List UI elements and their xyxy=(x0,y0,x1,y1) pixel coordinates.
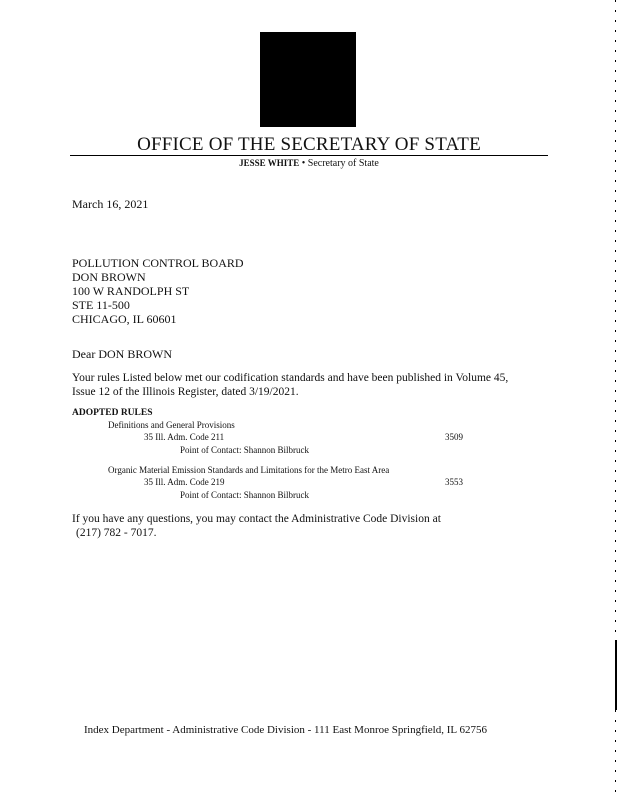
closing-line: If you have any questions, you may contact the Administrative Code Division at xyxy=(72,513,441,525)
body-line: Your rules Listed below met our codification standards and have been published in Volume 45, xyxy=(72,372,509,384)
recipient-line: POLLUTION CONTROL BOARD xyxy=(72,256,244,270)
rule-title: Organic Material Emission Standards and Limitations for the Metro East Area xyxy=(108,465,390,475)
office-title: OFFICE OF THE SECRETARY OF STATE xyxy=(137,134,481,155)
recipient-line: DON BROWN xyxy=(72,270,146,284)
secretary-role: Secretary of State xyxy=(307,158,379,169)
body-line: Issue 12 of the Illinois Register, dated 3/19/2021. xyxy=(72,386,299,398)
rule-contact: Point of Contact: Shannon Bilbruck xyxy=(180,490,309,500)
adopted-rules-heading: ADOPTED RULES xyxy=(72,408,153,418)
rule-page: 3509 xyxy=(445,432,463,442)
separator: • xyxy=(299,158,308,169)
letterhead-subtitle xyxy=(70,158,548,169)
letter-date: March 16, 2021 xyxy=(72,197,149,211)
rule-page: 3553 xyxy=(445,477,463,487)
scan-edge-bar xyxy=(615,640,617,710)
recipient-line: STE 11-500 xyxy=(72,298,130,312)
header-rule xyxy=(70,155,548,156)
rule-title: Definitions and General Provisions xyxy=(108,420,235,430)
seal-image xyxy=(260,32,356,127)
recipient-line: 100 W RANDOLPH ST xyxy=(72,284,190,298)
footer-address: Index Department - Administrative Code Division - 111 East Monroe Springfield, IL 62756 xyxy=(84,724,487,736)
secretary-name: JESSE WHITE xyxy=(239,158,300,168)
salutation: Dear DON BROWN xyxy=(72,347,172,361)
rule-contact: Point of Contact: Shannon Bilbruck xyxy=(180,445,309,455)
rule-code: 35 Ill. Adm. Code 211 xyxy=(144,432,225,442)
closing-line: (217) 782 - 7017. xyxy=(76,527,157,539)
rule-code: 35 Ill. Adm. Code 219 xyxy=(144,477,225,487)
recipient-line: CHICAGO, IL 60601 xyxy=(72,312,177,326)
